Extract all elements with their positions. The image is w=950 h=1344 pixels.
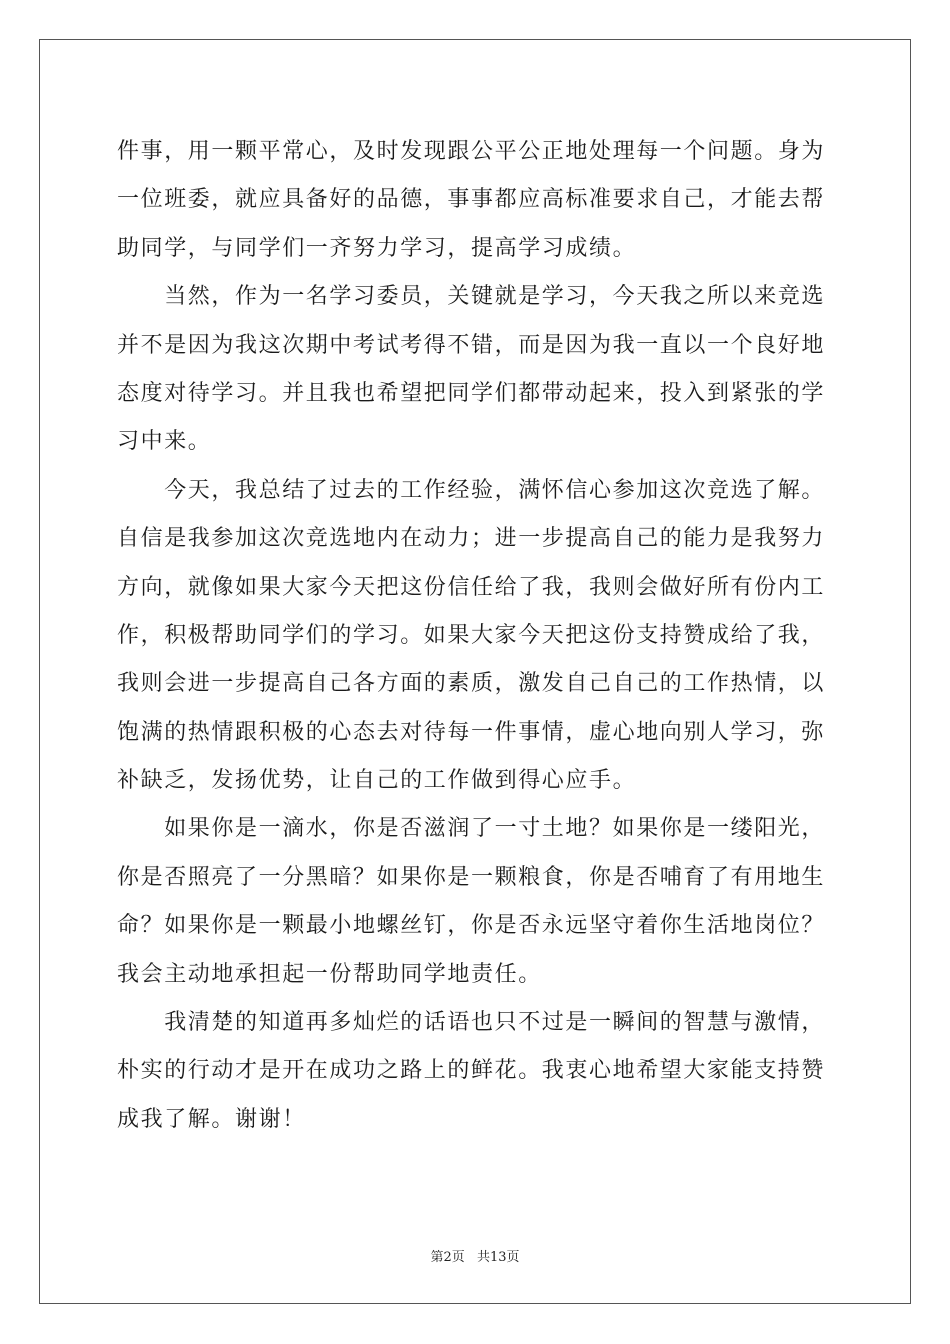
text-line: 你是否照亮了一分黑暗？如果你是一颗粮食，你是否哺育了有用地生 <box>117 864 826 890</box>
text-line: 件事，用一颗平常心，及时发现跟公平公正地处理每一个问题。身为 <box>117 139 826 164</box>
text-line: 饱满的热情跟积极的心态去对待每一件事情，虚心地向别人学习，弥 <box>117 719 826 745</box>
text-line: 方向，就像如果大家今天把这份信任给了我，我则会做好所有份内工 <box>117 574 826 600</box>
text-line: 补缺乏，发扬优势，让自己的工作做到得心应手。 <box>117 768 637 794</box>
text-line: 作，积极帮助同学们的学习。如果大家今天把这份支持赞成给了我， <box>117 622 826 648</box>
text-line: 我则会进一步提高自己各方面的素质，激发自己自己的工作热情，以 <box>117 671 826 697</box>
text-line: 态度对待学习。并且我也希望把同学们都带动起来，投入到紧张的学 <box>117 380 826 406</box>
text-line: 成我了解。谢谢！ <box>117 1106 306 1132</box>
text-line: 助同学，与同学们一齐努力学习，提高学习成绩。 <box>117 235 637 261</box>
text-line: 今天，我总结了过去的工作经验，满怀信心参加这次竞选了解。 <box>117 477 826 503</box>
text-line: 我会主动地承担起一份帮助同学地责任。 <box>117 961 542 987</box>
text-line: 当然，作为一名学习委员，关键就是学习，今天我之所以来竞选 <box>117 284 826 310</box>
page-total: 共13页 <box>476 1250 520 1265</box>
text-line: 自信是我参加这次竞选地内在动力；进一步提高自己的能力是我努力 <box>117 526 826 552</box>
text-line: 朴实的行动才是开在成功之路上的鲜花。我衷心地希望大家能支持赞 <box>117 1058 826 1084</box>
page-footer <box>0 1246 950 1265</box>
page-number: 第2页 <box>430 1250 465 1265</box>
document-body <box>117 128 837 1144</box>
text-line: 我清楚的知道再多灿烂的话语也只不过是一瞬间的智慧与激情， <box>117 1010 826 1036</box>
text-line: 一位班委，就应具备好的品德，事事都应高标准要求自己，才能去帮 <box>117 187 826 213</box>
text-line: 并不是因为我这次期中考试考得不错，而是因为我一直以一个良好地 <box>117 332 826 358</box>
text-line: 如果你是一滴水，你是否滋润了一寸土地？如果你是一缕阳光， <box>117 816 826 842</box>
text-line: 命？如果你是一颗最小地螺丝钉，你是否永远坚守着你生活地岗位？ <box>117 913 826 939</box>
text-line: 习中来。 <box>117 429 212 455</box>
